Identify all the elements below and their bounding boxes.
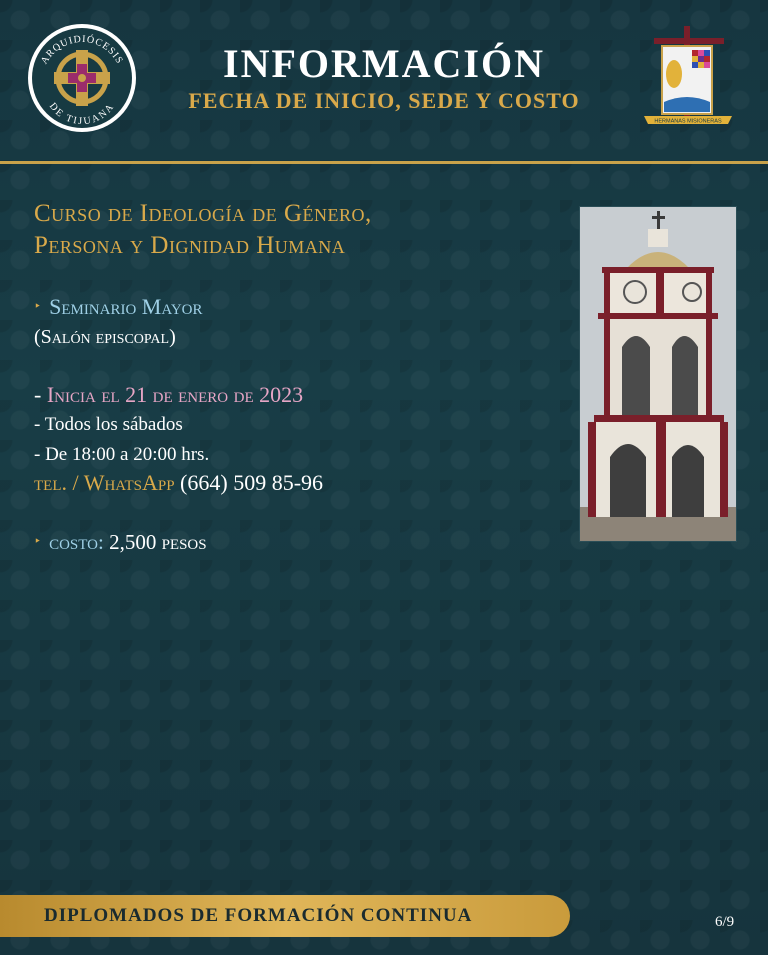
- page-subtitle: FECHA DE INICIO, SEDE Y COSTO: [188, 88, 580, 113]
- course-title-line1: Curso de Ideología de Género,: [34, 200, 372, 227]
- missionary-sisters-logo: [640, 22, 736, 132]
- page-number: 6/9: [715, 914, 735, 930]
- bullet-icon: ‣: [34, 299, 42, 313]
- page-title: INFORMACIÓN: [223, 41, 545, 86]
- course-title: [34, 198, 372, 262]
- cost-label: costo:: [49, 530, 104, 554]
- svg-text:HERMANAS MISIONERAS: HERMANAS MISIONERAS: [654, 118, 722, 125]
- phone-number: (664) 509 85-96: [174, 470, 324, 495]
- phone-contact: [34, 470, 323, 496]
- bell-tower-photo: [579, 206, 737, 542]
- venue-room: (Salón episcopal): [34, 326, 176, 348]
- start-date: [34, 382, 303, 408]
- header: [0, 0, 768, 163]
- phone-label: tel. / WhatsApp: [34, 470, 175, 495]
- schedule-days: - Todos los sábados: [34, 414, 183, 435]
- bullet-icon: ‣: [34, 534, 42, 548]
- svg-text:ARQUIDIÓCESIS: ARQUIDIÓCESIS: [38, 33, 126, 67]
- start-date-dash: -: [34, 382, 47, 407]
- bell-tower-illustration: [580, 207, 736, 541]
- schedule-hours: - De 18:00 a 20:00 hrs.: [34, 444, 210, 465]
- venue: [34, 294, 203, 320]
- header-divider: [0, 161, 768, 164]
- footer-text: DIPLOMADOS DE FORMACIÓN CONTINUA: [44, 905, 473, 926]
- start-date-text: Inicia el 21 de enero de 2023: [46, 382, 304, 407]
- venue-name: Seminario Mayor: [49, 294, 203, 319]
- course-title-line2: Persona y Dignidad Humana: [34, 232, 346, 259]
- svg-text:DE TIJUANA: DE TIJUANA: [46, 100, 118, 128]
- cost-value: 2,500 pesos: [103, 530, 207, 554]
- cost: [34, 530, 207, 555]
